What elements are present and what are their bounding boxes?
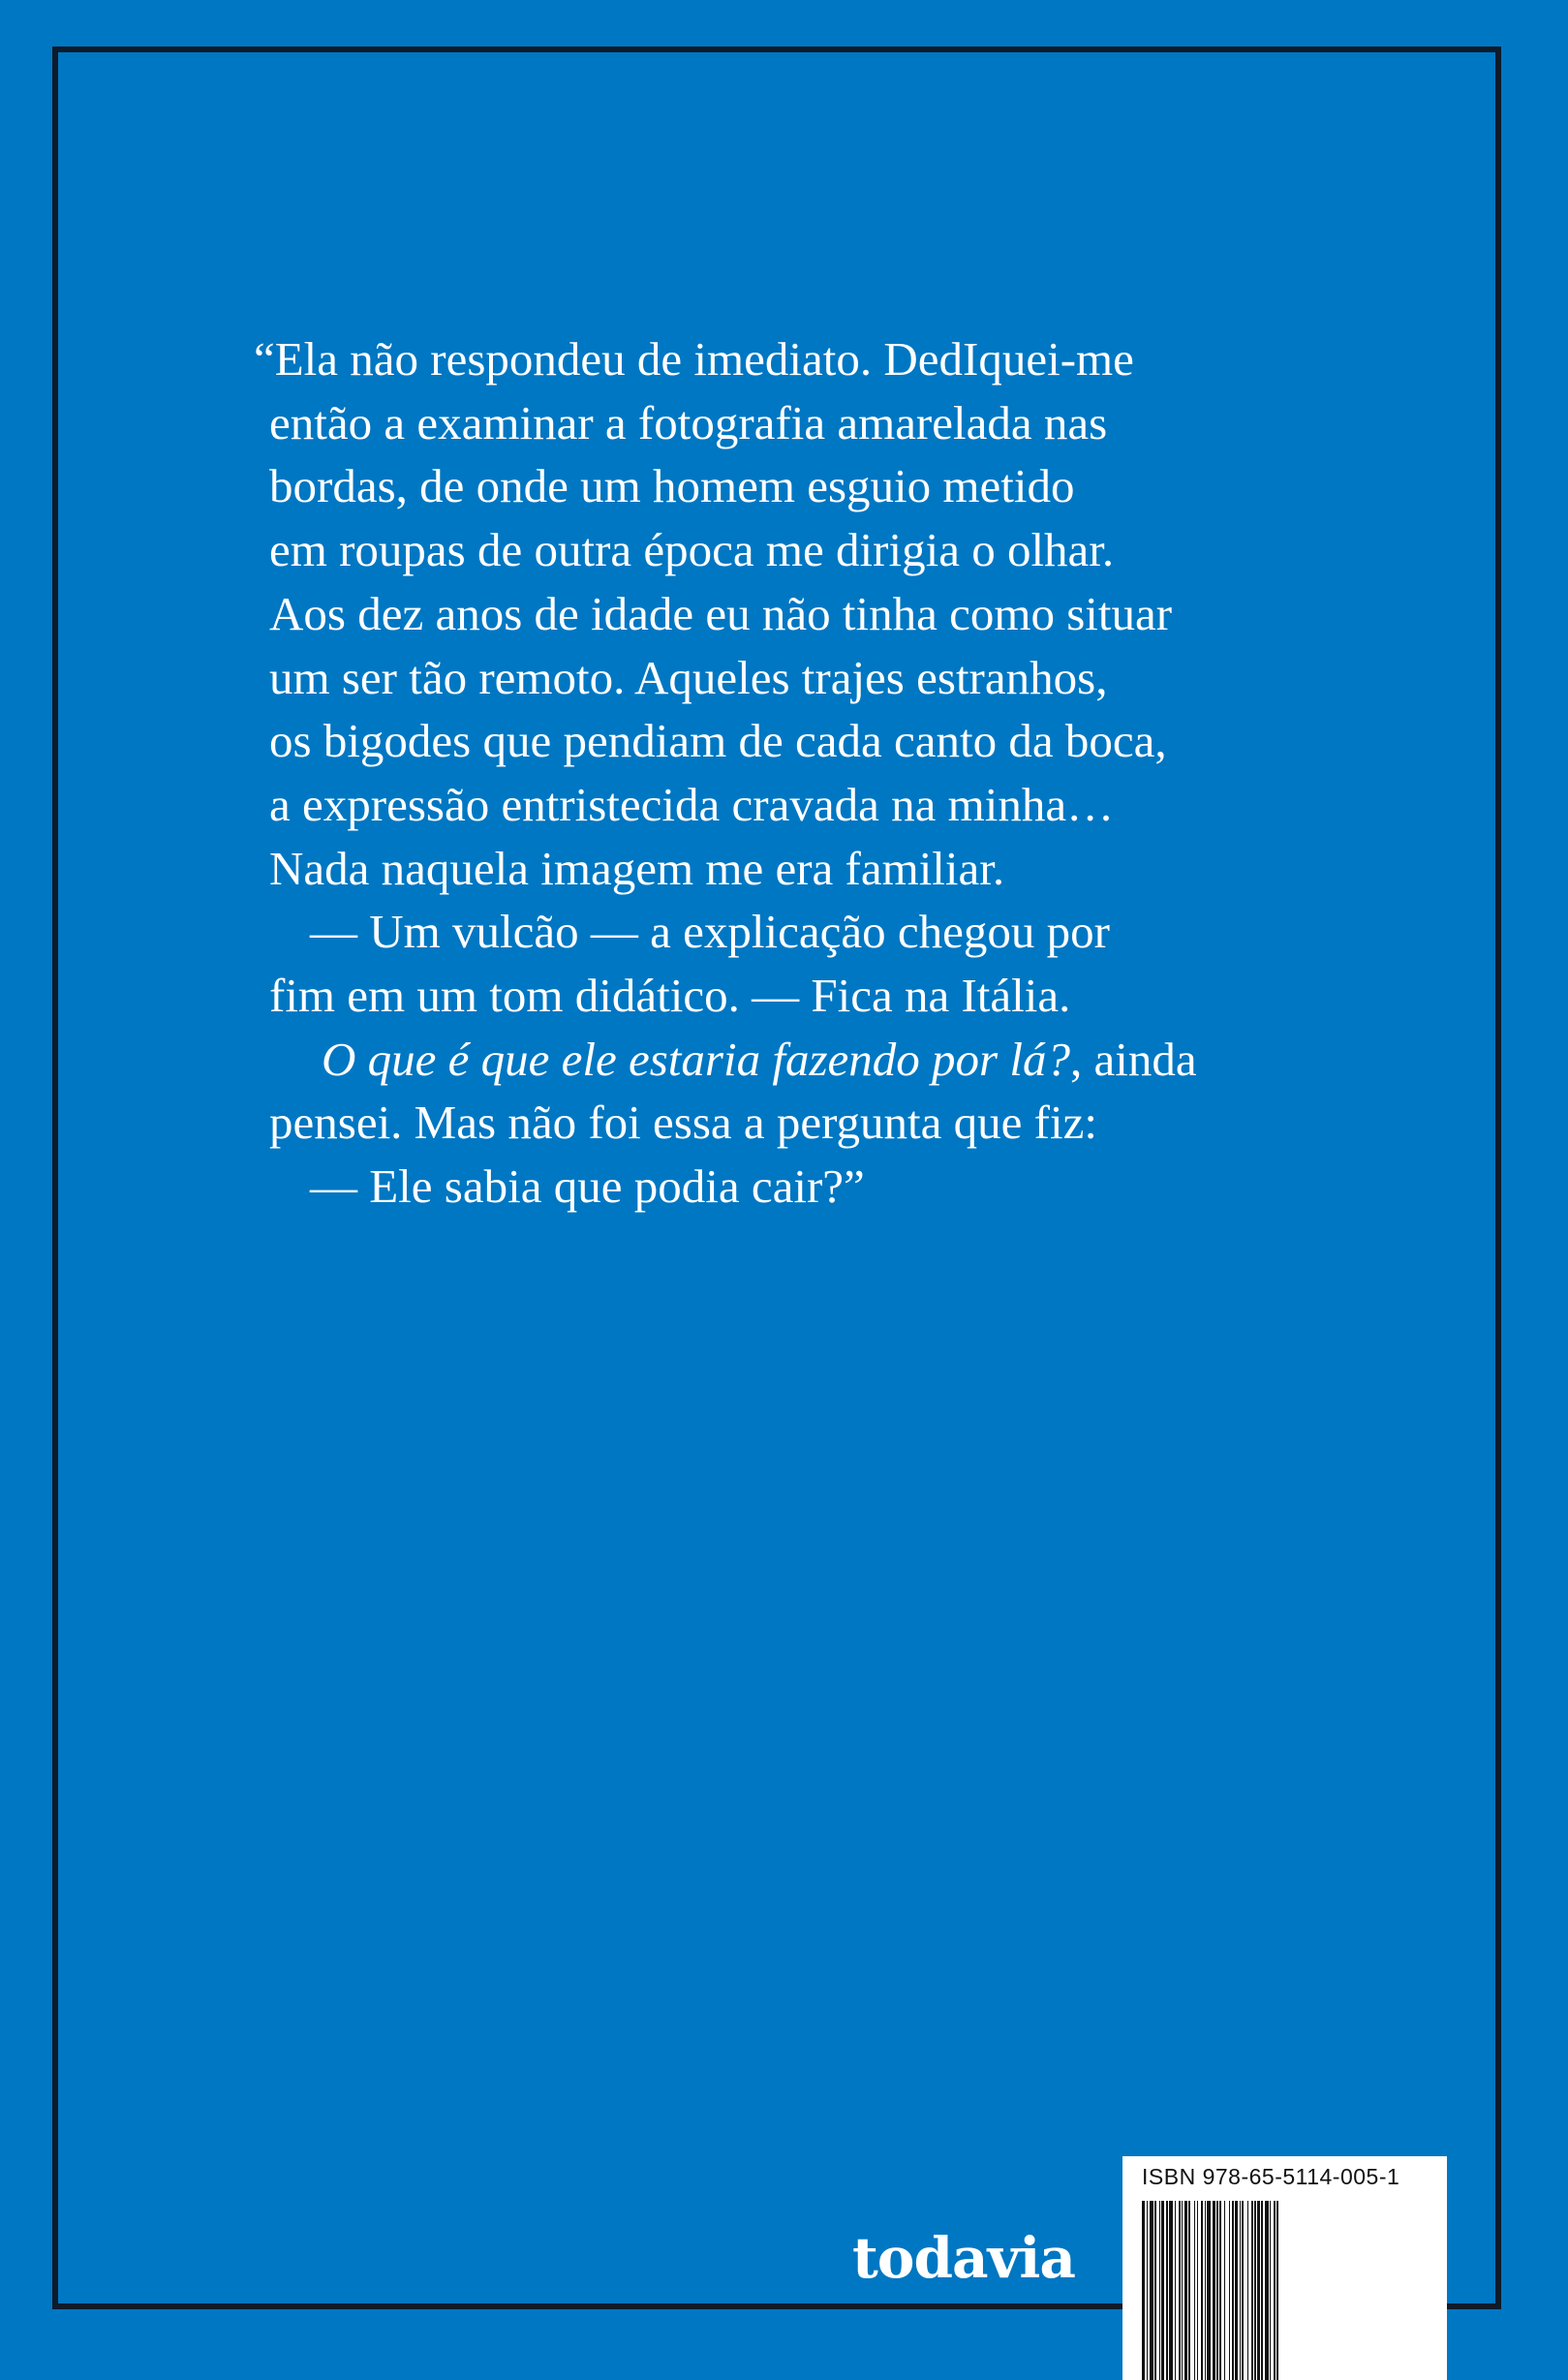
excerpt-line-4: em roupas de outra época me dirigia o olhar.	[269, 523, 1115, 577]
excerpt-line-12-tail: , ainda	[1069, 1032, 1197, 1086]
barcode-bar	[1265, 2201, 1269, 2380]
barcode-bar	[1257, 2201, 1260, 2380]
barcode-bar	[1251, 2201, 1253, 2380]
excerpt-line-12	[254, 1028, 1377, 1092]
barcode-bar	[1242, 2201, 1244, 2380]
excerpt-line-10: — Um vulcão — a explicação chegou por	[310, 905, 1110, 959]
barcode-bar	[1216, 2201, 1218, 2380]
barcode-bar	[1270, 2201, 1271, 2380]
excerpt-line-8: a expressão entristecida cravada na minha…	[269, 777, 1115, 831]
barcode-bar	[1219, 2201, 1221, 2380]
barcode-bar	[1247, 2201, 1248, 2380]
excerpt-line-14: — Ele sabia que podia cair?”	[310, 1159, 865, 1214]
barcode-bar	[1150, 2201, 1153, 2380]
back-cover-excerpt	[254, 327, 1377, 1219]
excerpt-line-5: Aos dez anos de idade eu não tinha como situar	[269, 586, 1173, 640]
barcode-bar	[1235, 2201, 1238, 2380]
barcode-bar	[1194, 2201, 1195, 2380]
barcode-bar	[1274, 2201, 1276, 2380]
barcode-bar	[1147, 2201, 1148, 2380]
excerpt-line-2: então a examinar a fotografia amarelada nas	[269, 395, 1108, 449]
excerpt-line-3: bordas, de onde um homem esguio metido	[269, 459, 1075, 513]
excerpt-line-1: “Ela não respondeu de imediato. DedIquei-me	[254, 332, 1134, 386]
barcode-bar	[1184, 2201, 1187, 2380]
barcode-bar	[1207, 2201, 1211, 2380]
isbn-barcode-label	[1122, 2156, 1447, 2380]
barcode-bar	[1254, 2201, 1256, 2380]
barcode-bar	[1169, 2201, 1173, 2380]
barcode-bar	[1175, 2201, 1176, 2380]
barcode-bar	[1201, 2201, 1203, 2380]
barcode-bar	[1188, 2201, 1190, 2380]
barcode-bar	[1205, 2201, 1206, 2380]
excerpt-line-6: um ser tão remoto. Aqueles trajes estranhos,	[269, 650, 1108, 704]
barcode-bar	[1229, 2201, 1230, 2380]
barcode-bar	[1240, 2201, 1241, 2380]
excerpt-line-11: fim em um tom didático. — Fica na Itália.	[269, 969, 1071, 1023]
publisher-logo: todavia	[852, 2225, 1075, 2291]
barcode-bar	[1166, 2201, 1168, 2380]
barcode-bar	[1161, 2201, 1164, 2380]
excerpt-line-9: Nada naquela imagem me era familiar.	[269, 841, 1005, 895]
barcode-bar	[1224, 2201, 1225, 2380]
barcode-bar	[1232, 2201, 1234, 2380]
barcode-bar	[1213, 2201, 1215, 2380]
barcode-bar	[1197, 2201, 1198, 2380]
excerpt-line-13: pensei. Mas não foi essa a pergunta que fiz:	[269, 1096, 1097, 1150]
barcode-bar	[1154, 2201, 1156, 2380]
barcode-bar	[1276, 2201, 1278, 2380]
barcode-bar	[1159, 2201, 1160, 2380]
isbn-number: ISBN 978-65-5114-005-1	[1142, 2164, 1400, 2189]
excerpt-italic-question: O que é que ele estaria fazendo por lá?	[322, 1032, 1070, 1086]
barcode-bar	[1261, 2201, 1263, 2380]
barcode-bar	[1142, 2201, 1145, 2380]
barcode-bar	[1182, 2201, 1183, 2380]
barcode-graphic	[1142, 2201, 1428, 2380]
barcode-bar	[1179, 2201, 1181, 2380]
excerpt-line-7: os bigodes que pendiam de cada canto da boca,	[269, 714, 1167, 768]
